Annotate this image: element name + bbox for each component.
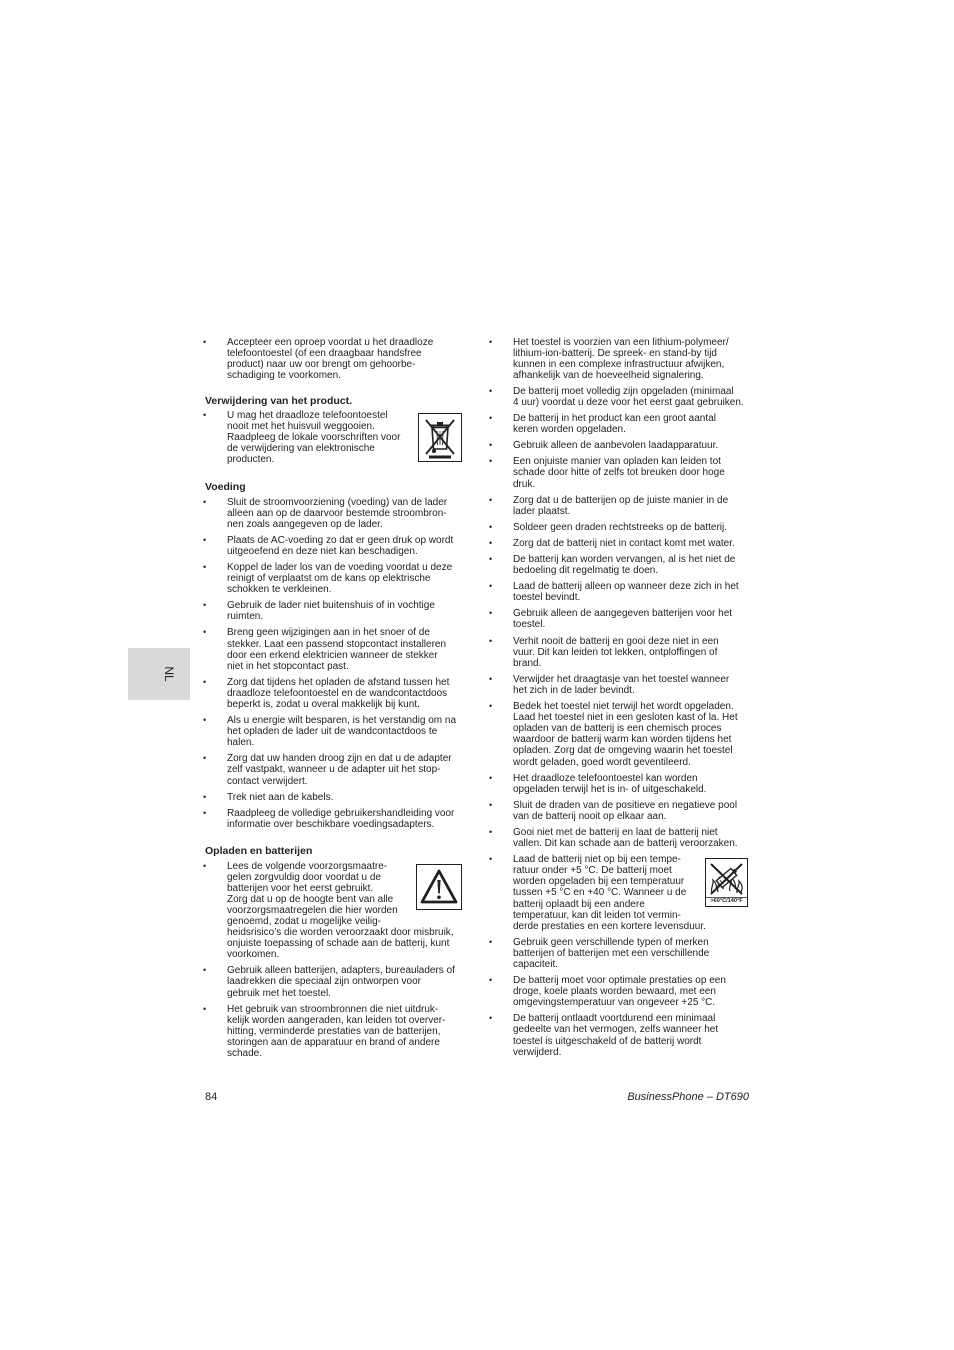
- list-item-text: • Verwijder het draagtasje van het toestel wanneer het zich in de lader bevindt.: [513, 673, 730, 696]
- list-item: [203, 410, 400, 465]
- list-item-text: • Accepteer een oproep voordat u het draadloze telefoontoestel (of een draagbaar handsfree product) naar uw oor brengt om gehoorbe- schadiging te voorkomen.: [227, 336, 434, 381]
- list-item-text: • U mag het draadloze telefoontoestel nooit met het huisvuil weggooien. Raadpleeg de lokale voorschriften voor de verwijdering van elektronische producten.: [227, 409, 401, 465]
- list-item-text: • Gebruik de lader niet buitenshuis of in vochtige ruimten.: [227, 600, 435, 623]
- list-item-text: • De batterij kan worden vervangen, al is het niet de bedoeling dit regelmatig te doen.: [513, 554, 736, 577]
- list-item: [203, 808, 456, 830]
- list-item: [489, 827, 744, 849]
- list-item-text: • Soldeer geen draden rechtstreeks op de batterij.: [513, 521, 728, 533]
- list-item: [203, 753, 456, 786]
- list-item-text: • Het draadloze telefoontoestel kan worden opgeladen terwijl het is in- of uitgeschakeld.: [513, 772, 707, 795]
- list-item-text: • De batterij ontlaadt voortdurend een minimaal gedeelte van het vermogen, zelfs wanneer het toestel is uitgeschakeld of de batterij wordt verwijderd.: [513, 1013, 719, 1058]
- list-item-text: • Zorg dat uw handen droog zijn en dat u de adapter zelf vastpakt, wanneer u de adapter uit het stop- contact verwijdert.: [227, 753, 452, 787]
- list-item-text: • De batterij moet voor optimale prestaties op een droge, koele plaats worden bewaard, met een omgevingstemperatuur van ongeveer +25 °C.: [513, 975, 726, 1009]
- list-item: [203, 1004, 455, 1059]
- list-item-text: • Lees de volgende voorzorgsmaatre- gelen zorgvuldig door voordat u de batterijen voor het eerst gebruikt. Zorg dat u op de hoogte bent van alle voorzorgsmaatregelen die hier worden genoemd, zodat u mogelijke veilig- heidsrisico’s die worden veroorzaakt door misbruik, onjuiste toepassing of schade aan de batterij, kunt voorkomen.: [227, 860, 454, 961]
- list-item: [489, 386, 744, 408]
- list-item: [489, 975, 744, 1008]
- list-item: [203, 677, 456, 710]
- section-heading-power: Voeding: [205, 481, 246, 493]
- list-item-text: • Raadpleeg de volledige gebruikershandleiding voor informatie over beschikbare voedingsadapters.: [227, 807, 455, 830]
- crossed-out-wheelie-bin-icon: [418, 413, 462, 462]
- list-item-text: • De batterij in het product kan een groot aantal keren worden opgeladen.: [513, 413, 716, 436]
- list-item: [489, 701, 744, 768]
- section-heading-charging: Opladen en batterijen: [205, 845, 313, 857]
- list-item: [489, 337, 744, 381]
- list-item: [203, 337, 433, 381]
- list-item-text: • Laad de batterij niet op bij een tempe- ratuur onder +5 °C. De batterij moet worden opgeladen bij een temperatuur tussen +5 °C en +40 °C. Wanneer u de batterij oplaadt bij een andere temperatuur, kan dit leiden tot vermin- derde prestaties en een kortere levensduur.: [513, 854, 706, 932]
- battery-heat-warning-icon: [705, 858, 748, 907]
- language-tab-label: NL: [162, 666, 176, 682]
- list-item: [489, 1013, 744, 1057]
- list-item-text: • Breng geen wijzigingen aan in het snoer of de stekker. Laat een passend stopcontact installeren door een erkend elektricien wanneer de stekker niet in het stopcontact past.: [227, 627, 447, 672]
- list-item: [489, 800, 744, 822]
- intro-list: [203, 337, 433, 386]
- document-title: BusinessPhone – DT690: [627, 1091, 749, 1103]
- list-item-text: • Zorg dat tijdens het opladen de afstand tussen het draadloze telefoontoestel en de wandcontactdoos beperkt is, zodat u overal makkelijk bij kunt.: [227, 676, 450, 710]
- list-item-text: • Gooi niet met de batterij en laat de batterij niet vallen. Dit kan schade aan de batterij veroorzaken.: [513, 826, 738, 850]
- list-item-text: • Het toestel is voorzien van een lithium-polymeer/ lithium-ion-batterij. De spreek- en stand-by tijd kunnen in een complexe infrastructuur afwijken, afhankelijk van de hoeveelheid signalering.: [513, 336, 729, 381]
- list-item: [489, 636, 744, 669]
- list-item-text: • De batterij moet volledig zijn opgeladen (minimaal 4 uur) voordat u deze voor het eerst gaat gebruiken.: [513, 385, 744, 408]
- list-item: [489, 456, 744, 489]
- disposal-list: [203, 410, 400, 470]
- list-item-text: • Bedek het toestel niet terwijl het wordt opgeladen. Laad het toestel niet in een gesloten kast of la. Het opladen van de batterij is een chemisch proces waardoor de batterij warm kan worden tijdens het opladen. Zorg dat de omgeving waarin het toestel wordt geladen, goed wordt geventileerd.: [513, 701, 738, 768]
- warning-triangle-icon: [416, 864, 462, 910]
- power-list: [203, 497, 456, 835]
- list-item-text: • Als u energie wilt besparen, is het verstandig om na het opladen de lader uit de wandcontactdoos te halen.: [227, 715, 457, 749]
- list-item: [489, 440, 744, 451]
- list-item-text: • Het gebruik van stroombronnen die niet uitdruk- kelijk worden aangeraden, kan leiden tot overver- hitting, verminderde prestaties van de batterijen, storingen aan de apparatuur en brand of andere schade.: [227, 1003, 446, 1059]
- page-number: 84: [205, 1091, 218, 1103]
- list-item: [489, 413, 744, 435]
- temperature-limit-label: >60°C/140°F: [710, 898, 743, 904]
- list-item: [203, 535, 456, 557]
- list-item-text: • Gebruik geen verschillende typen of merken batterijen of batterijen met een verschillende capaciteit.: [513, 936, 710, 970]
- list-item: [489, 937, 744, 970]
- list-item: [203, 965, 455, 998]
- language-tab: [128, 648, 190, 700]
- list-item: [203, 715, 456, 748]
- list-item: [489, 773, 744, 795]
- list-item: [489, 674, 744, 696]
- list-item: [489, 581, 744, 603]
- list-item-text: • Gebruik alleen de aangegeven batterijen voor het toestel.: [513, 608, 733, 631]
- list-item-text: • Een onjuiste manier van opladen kan leiden tot schade door hitte of zelfs tot breuken door hoge druk.: [513, 456, 725, 490]
- list-item-text: • Zorg dat u de batterijen op de juiste manier in de lader plaatst.: [513, 494, 729, 517]
- list-item: [489, 538, 744, 549]
- list-item-text: • Sluit de stroomvoorziening (voeding) van de lader alleen aan op de daarvoor bestemde stroombron- nen zoals aangegeven op de lader.: [227, 496, 448, 530]
- list-item: [489, 495, 744, 517]
- list-item-text: • Plaats de AC-voeding zo dat er geen druk op wordt uitgeoefend en deze niet kan beschadigen.: [227, 534, 454, 557]
- list-item: [489, 522, 744, 533]
- section-heading-disposal: Verwijdering van het product.: [205, 395, 353, 407]
- list-item-text: • Laad de batterij alleen op wanneer deze zich in het toestel bevindt.: [513, 581, 739, 604]
- list-item: [203, 627, 456, 671]
- list-item-text: • Gebruik alleen batterijen, adapters, bureauladers of laadrekken die speciaal zijn ontworpen voor gebruik met het toestel.: [227, 965, 455, 999]
- list-item-text: • Koppel de lader los van de voeding voordat u deze reinigt of verplaatst om de kans op elektrische schokken te verkleinen.: [227, 561, 453, 596]
- list-item: [489, 554, 744, 576]
- battery-list: [489, 337, 744, 1063]
- list-item-text: • Trek niet aan de kabels.: [227, 791, 334, 803]
- list-item: [203, 600, 456, 622]
- list-item: [203, 497, 456, 530]
- list-item-text: • Gebruik alleen de aanbevolen laadapparatuur.: [513, 440, 719, 452]
- list-item-text: • Zorg dat de batterij niet in contact komt met water.: [513, 537, 735, 549]
- list-item: [203, 792, 456, 803]
- list-item-text: • Verhit nooit de batterij en gooi deze niet in een vuur. Dit kan leiden tot lekken, ontploffingen of brand.: [513, 635, 719, 669]
- list-item: [203, 562, 456, 595]
- list-item-text: • Sluit de draden van de positieve en negatieve pool van de batterij nooit op elkaar aan.: [513, 799, 738, 822]
- list-item: [489, 608, 744, 630]
